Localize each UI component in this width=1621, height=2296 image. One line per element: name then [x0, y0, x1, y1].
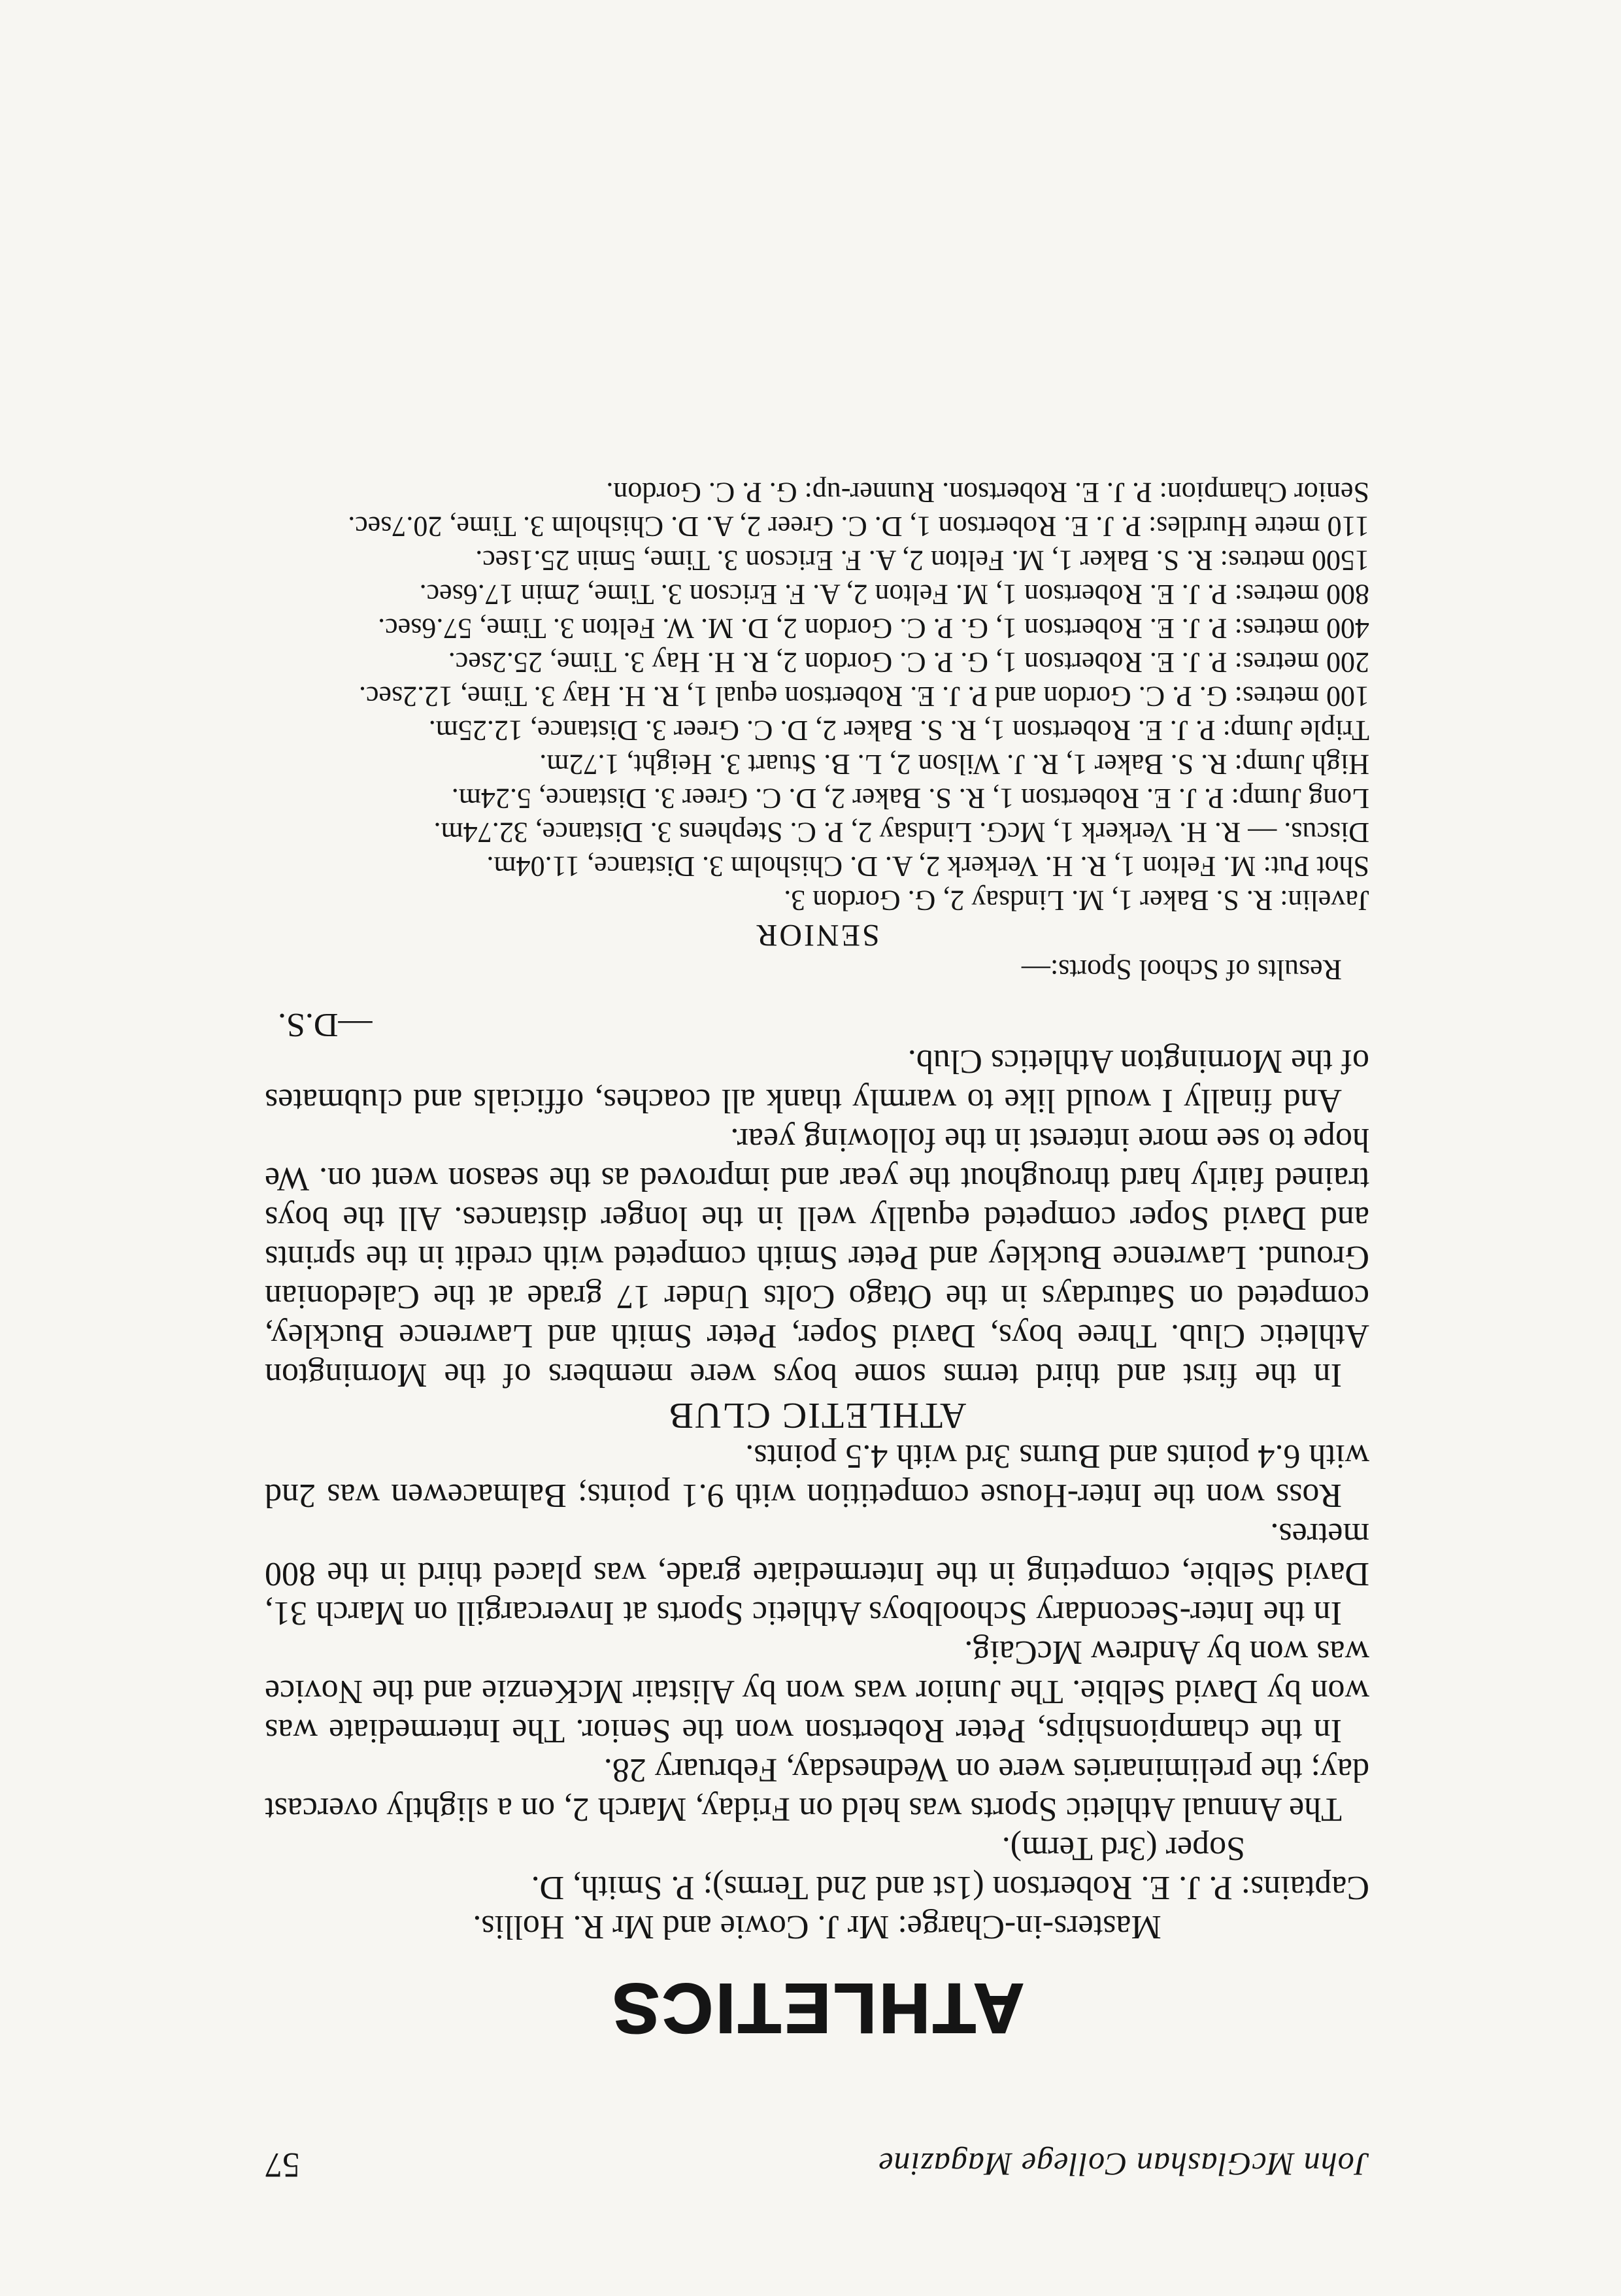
paragraph-club-thanks: And finally I would like to warmly thank all coaches, officials and clubmates of the Mornington Athletics Club. — [265, 1043, 1369, 1119]
captains-line-1: Captains: P. J. E. Robertson (1st and 2nd Terms); P. Smith, D. — [531, 1869, 1369, 1906]
page-content — [265, 475, 1369, 2185]
result-110-hurdles: 110 metre Hurdles: P. J. E. Robertson 1, D. C. Greer 2, A. D. Chisholm 3. Time, 20.7sec. — [348, 511, 1369, 543]
result-senior-champion: Senior Champion: P. J. E. Robertson. Runner-up: G. P. C. Gordon. — [606, 477, 1369, 509]
result-1500-metres: 1500 metres: R. S. Baker 1, M. Felton 2, A. F. Ericson 3. Time, 5min 25.1sec. — [475, 545, 1369, 577]
paragraph-championships: In the championships, Peter Robertson won the Senior. The Intermediate was won by David Selbie. The Junior was won by Alistair McKenzie and the Novice was won by Andrew McCaig. — [265, 1634, 1369, 1749]
result-discus: Discus. — R. H. Verkerk 1, McG. Lindsay 2, P. C. Stephens 3. Distance, 32.74m. — [433, 817, 1369, 849]
paragraph-club-members: In the first and third terms some boys were members of the Mornington Athletic Club. Three boys, David Soper, Peter Smith and Lawrence Buckley, competed on Saturdays in the Otago Colts Under 17 grade at the Caledonian Ground. Lawrence Buckley and Peter Smith competed with credit in the sprints and David Soper competed equally well in the longer distances. All the boys trained fairly hard throughout the year and improved as the season went on. We hope to see more interest in the following year. — [265, 1121, 1369, 1394]
results-intro: Results of School Sports:— — [1021, 954, 1342, 986]
result-high-jump: High Jump: R. S. Baker 1, R. J. Wilson 2, L. B. Stuart 3. Height, 1.72m. — [539, 749, 1369, 781]
page-title: ATHLETICS — [610, 1969, 1024, 2048]
results-list — [265, 475, 1369, 917]
result-400-metres: 400 metres: P. J. E. Robertson 1, G. P. C. Gordon 2, D. M. W. Felton 3. Time, 57.6sec. — [378, 613, 1369, 645]
paragraph-inter-secondary: In the Inter-Secondary Schoolboys Athletic Sports at Invercargill on March 31, David Selbie, competing in the Intermediate grade, was placed third in the 800 metres. — [265, 1516, 1369, 1632]
paragraph-inter-house: Ross won the Inter-House competition with 9.1 points; Balmacewen was 2nd with 6.4 points and Burns 3rd with 4.5 points. — [265, 1438, 1369, 1514]
magazine-title: John McGlashan College Magazine — [878, 2146, 1369, 2183]
running-header — [265, 2139, 1369, 2185]
author-signature: —D.S. — [278, 1006, 373, 1043]
result-200-metres: 200 metres: P. J. E. Robertson 1, G. P. C. Gordon 2, R. H. Hay 3. Time, 25.2sec. — [448, 647, 1369, 679]
masters-in-charge: Masters-in-Charge: Mr J. Cowie and Mr R. Hollis. — [473, 1908, 1161, 1946]
results-senior-heading: SENIOR — [754, 918, 880, 953]
athletic-club-heading: ATHLETIC CLUB — [667, 1395, 967, 1436]
result-shot-put: Shot Put: M. Felton 1, R. H. Verkerk 2, A. D. Chisholm 3. Distance, 11.04m. — [486, 851, 1369, 883]
result-triple-jump: Triple Jump: P. J. E. Robertson 1, R. S. Baker 2, D. C. Greer 3. Distance, 12.25m. — [428, 715, 1369, 747]
result-800-metres: 800 metres: P. J. E. Robertson 1, M. Felton 2, A. F. Ericson 3. Time, 2min 17.6sec. — [419, 579, 1369, 611]
result-100-metres: 100 metres: G. P. C. Gordon and P. J. E. Robertson equal 1, R. H. Hay 3. Time, 12.2sec. — [358, 681, 1369, 713]
page-number: 57 — [265, 2146, 300, 2185]
captains-line-2: Soper (3rd Term). — [1001, 1830, 1245, 1867]
paragraph-annual-sports: The Annual Athletic Sports was held on Friday, March 2, on a slightly overcast day; the preliminaries were on Wednesday, February 28. — [265, 1751, 1369, 1828]
result-javelin: Javelin: R. S. Baker 1, M. Lindsay 2, G. Gordon 3. — [784, 885, 1369, 917]
result-long-jump: Long Jump: P. J. E. Robertson 1, R. S. Baker 2, D. C. Greer 3. Distance, 5.24m. — [451, 783, 1369, 815]
